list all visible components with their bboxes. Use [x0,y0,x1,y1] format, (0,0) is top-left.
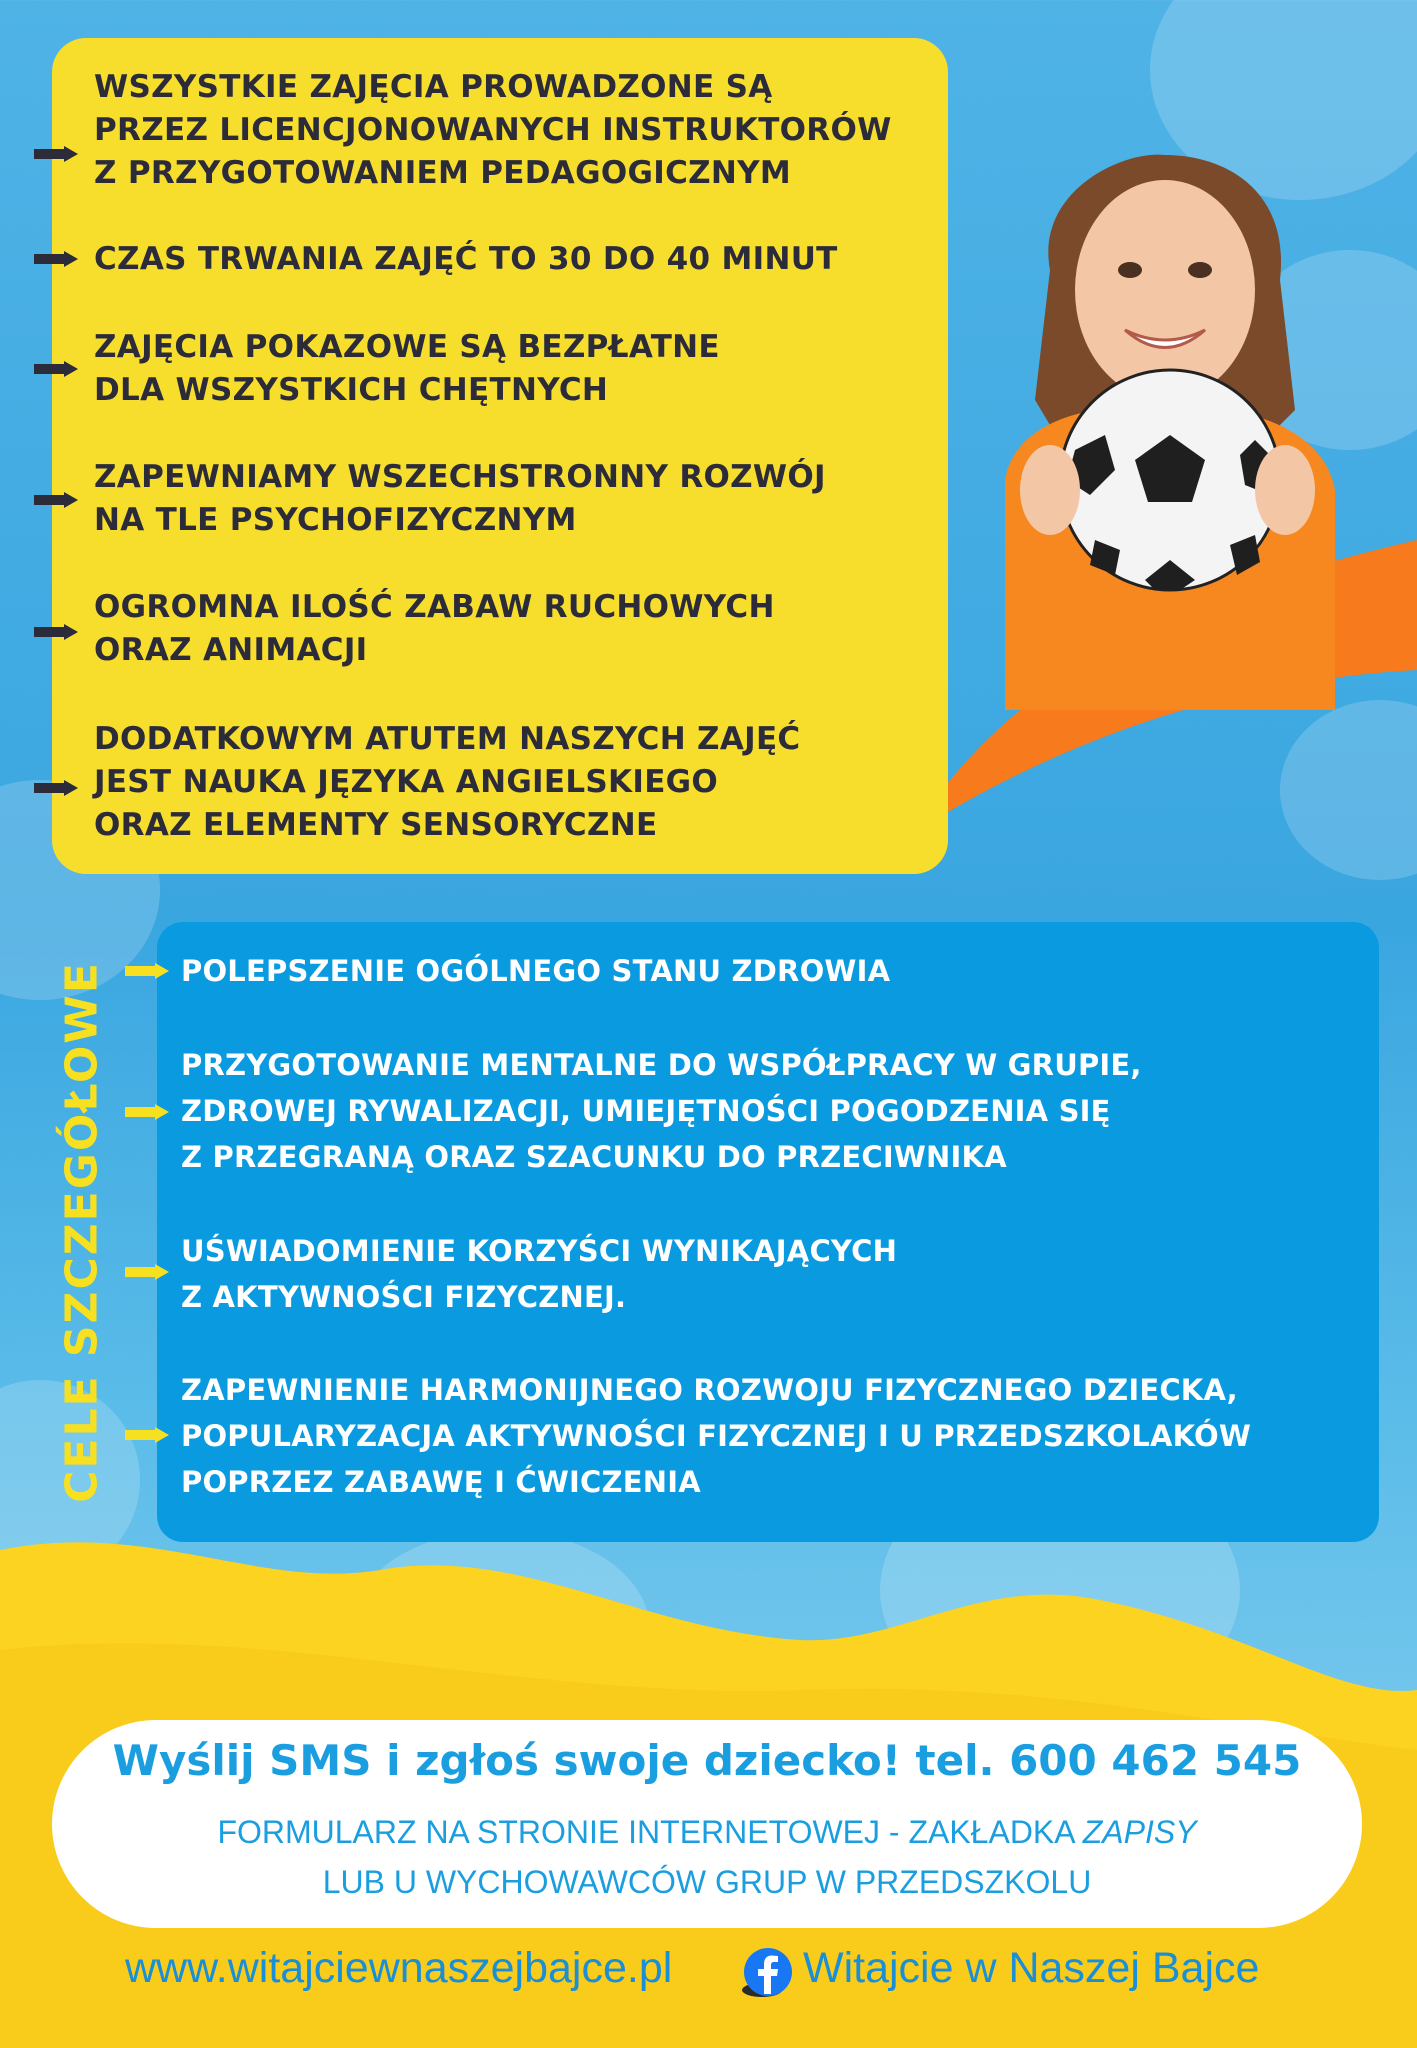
soccer-ball-icon [1060,370,1280,590]
info-item-text: WSZYSTKIE ZAJĘCIA PROWADZONE SĄ PRZEZ LICENCJONOWANYCH INSTRUKTORÓW Z PRZYGOTOWANIEM PEDAGOGICZNYM [94,69,892,191]
facebook-page-link[interactable]: Witajcie w Naszej Bajce [803,1944,1260,1992]
contact-box [52,1720,1362,1928]
form-info-line-2: LUB U WYCHOWAWCÓW GRUP W PRZEDSZKOLU [322,1864,1092,1900]
goal-item-text: UŚWIADOMIENIE KORZYŚCI WYNIKAJĄCYCH Z AKTYWNOŚCI FIZYCZNEJ. [181,1234,898,1314]
arrow-bullet-icon [34,492,78,508]
goals-panel [157,922,1379,1542]
arrow-bullet-icon [125,1104,169,1120]
goal-item-text: ZAPEWNIENIE HARMONIJNEGO ROZWOJU FIZYCZNEGO DZIECKA, POPULARYZACJA AKTYWNOŚCI FIZYCZNEJ I U PRZEDSZKOLAKÓW POPRZEZ ZABAWĘ I ĆWICZENIA [181,1373,1252,1499]
arrow-bullet-icon [125,963,169,979]
info-item-text: CZAS TRWANIA ZAJĘĆ TO 30 DO 40 MINUT [94,241,838,277]
arrow-bullet-icon [34,361,78,377]
girl-with-ball-image [955,150,1375,710]
goal-item-text: PRZYGOTOWANIE MENTALNE DO WSPÓŁPRACY W GRUPIE, ZDROWEJ RYWALIZACJI, UMIEJĘTNOŚCI POGODZENIA SIĘ Z PRZEGRANĄ ORAZ SZACUNKU DO PRZECIWNIKA [181,1048,1142,1174]
facebook-icon[interactable] [738,1946,794,2002]
info-item-text: ZAPEWNIAMY WSZECHSTRONNY ROZWÓJ NA TLE PSYCHOFIZYCZNYM [94,459,826,538]
arrow-bullet-icon [125,1264,169,1280]
arrow-bullet-icon [34,780,78,796]
zapisy-tab-link[interactable]: ZAPISY [1082,1814,1197,1850]
form-info-text: FORMULARZ NA STRONIE INTERNETOWEJ - ZAKŁADKA [217,1814,1083,1850]
info-item-text: OGROMNA ILOŚĆ ZABAW RUCHOWYCH ORAZ ANIMACJI [94,589,775,668]
arrow-bullet-icon [34,251,78,267]
info-panel [52,38,948,874]
arrow-bullet-icon [34,146,78,162]
arrow-bullet-icon [125,1427,169,1443]
form-info-line [52,1814,1362,1851]
website-link[interactable]: www.witajciewnaszejbajce.pl [125,1944,673,1992]
info-item-text: ZAJĘCIA POKAZOWE SĄ BEZPŁATNE DLA WSZYSTKICH CHĘTNYCH [94,329,720,408]
arrow-bullet-icon [34,624,78,640]
goal-item-text: POLEPSZENIE OGÓLNEGO STANU ZDROWIA [181,954,891,988]
sms-headline: Wyślij SMS i zgłoś swoje dziecko! tel. 600 462 545 [112,1736,1302,1785]
goals-title-text: CELE SZCZEGÓŁOWE [56,961,108,1503]
info-item-text: DODATKOWYM ATUTEM NASZYCH ZAJĘĆ JEST NAUKA JĘZYKA ANGIELSKIEGO ORAZ ELEMENTY SENSORYCZNE [94,721,801,843]
